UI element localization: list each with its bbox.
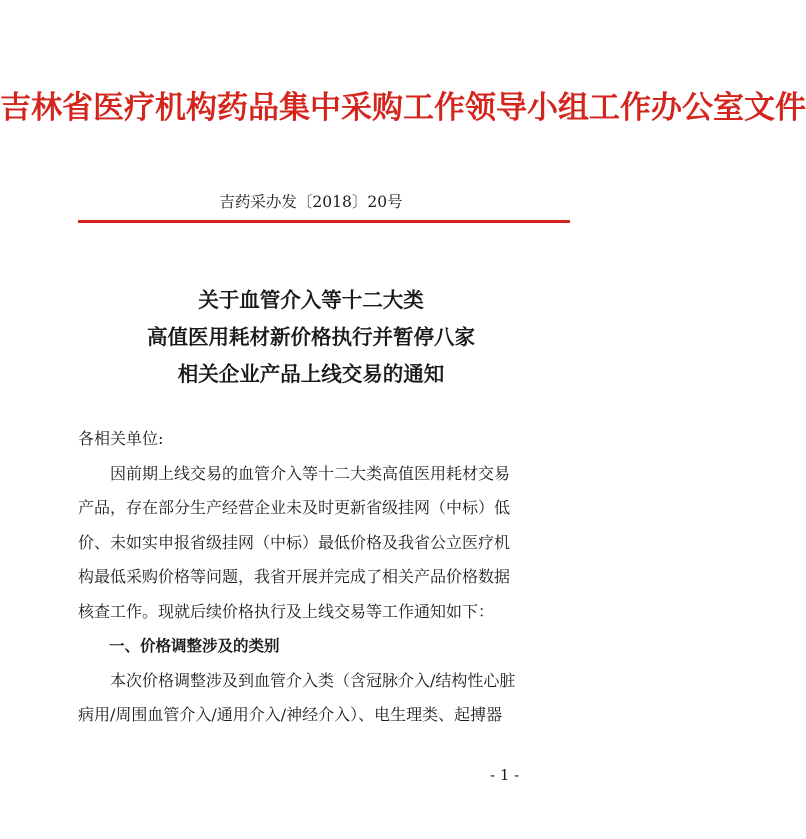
title-line-3: 相关企业产品上线交易的通知 (177, 362, 445, 386)
salutation: 各相关单位: (78, 429, 164, 448)
notice-title (0, 282, 622, 393)
paragraph-1-line-1: 因前期上线交易的血管介入等十二大类高值医用耗材交易 (110, 463, 511, 483)
paragraph-2-line-2: 病用/周围血管介入/通用介入/神经介入）、电生理类、起搏器 (78, 705, 503, 724)
title-line-1: 关于血管介入等十二大类 (198, 288, 424, 312)
document-number: 吉药采办发〔2018〕20号 (219, 193, 403, 211)
issuing-authority-header: 吉林省医疗机构药品集中采购工作领导小组工作办公室文件 (0, 90, 806, 126)
paragraph-2-line-1: 本次价格调整涉及到血管介入类（含冠脉介入/结构性心脏 (110, 670, 516, 690)
paragraph-1-line-4: 构最低采购价格等问题，我省开展并完成了相关产品价格数据 (78, 567, 511, 586)
paragraph-2 (78, 664, 570, 733)
page-number: - 1 - (490, 766, 520, 784)
red-separator-rule (78, 220, 570, 223)
paragraph-1-line-2: 产品，存在部分生产经营企业未及时更新省级挂网（中标）低 (78, 498, 511, 517)
notice-body (78, 422, 570, 733)
paragraph-1-line-5: 核查工作。现就后续价格执行及上线交易等工作通知如下： (78, 601, 495, 621)
paragraph-1-line-3: 价、未如实申报省级挂网（中标）最低价格及我省公立医疗机 (78, 532, 511, 552)
section-1-heading: 一、价格调整涉及的类别 (109, 637, 280, 655)
paragraph-1 (78, 457, 570, 630)
title-line-2: 高值医用耗材新价格执行并暂停八家 (147, 325, 475, 349)
